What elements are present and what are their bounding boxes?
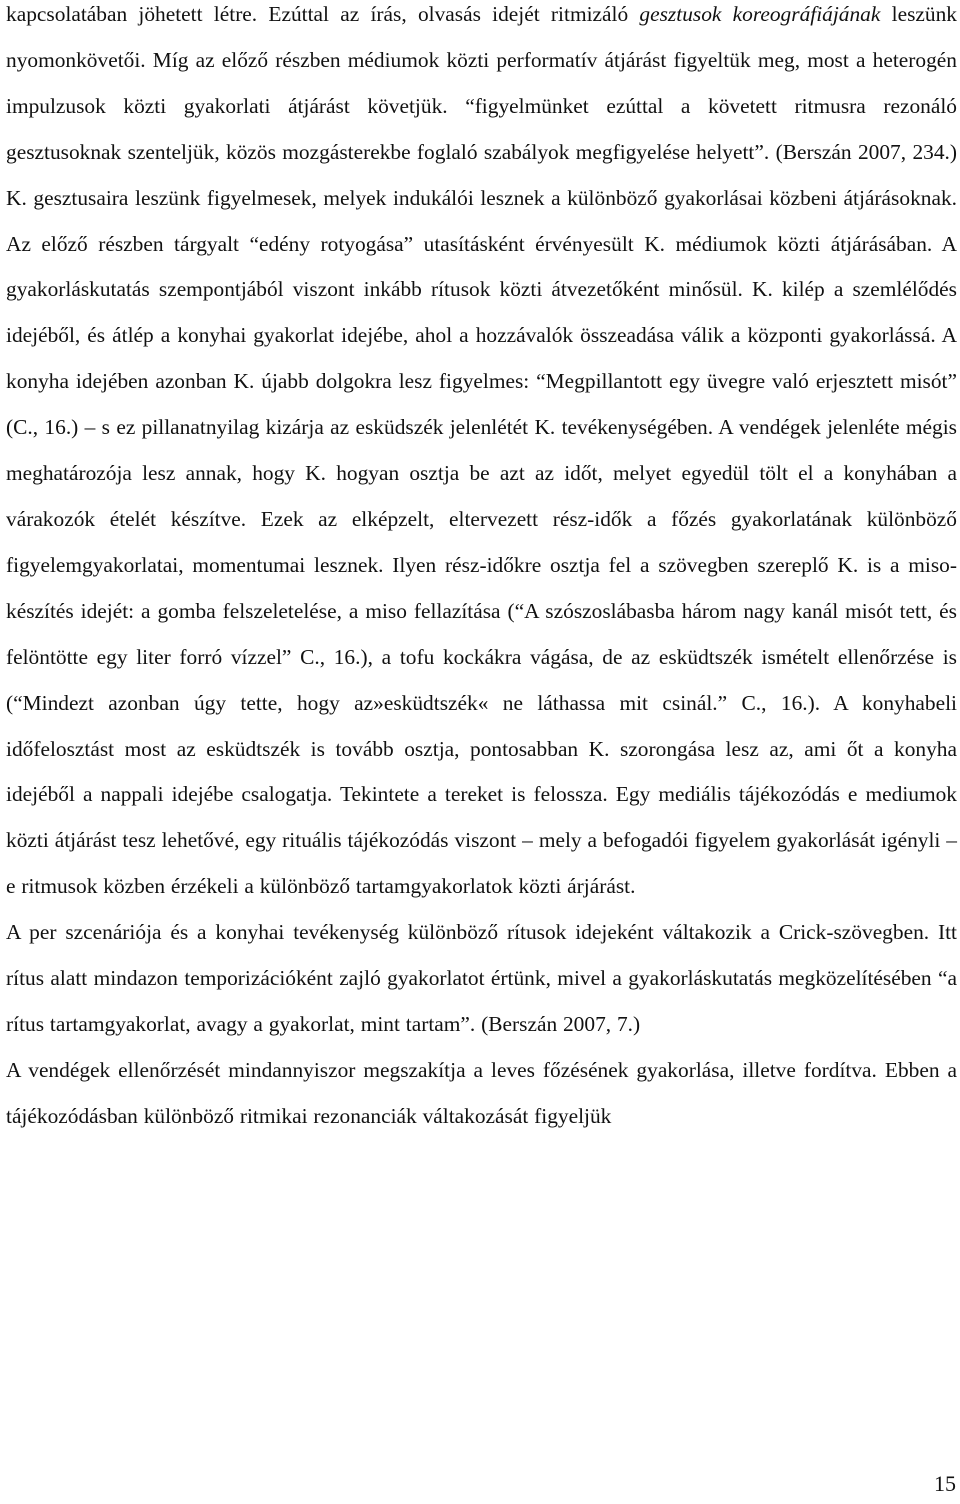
document-page: [6, 0, 957, 1140]
page-number: 15: [934, 1471, 956, 1496]
body-paragraph-1: [6, 0, 957, 910]
body-paragraph-3: A vendégek ellenőrzését mindannyiszor megszakítja a leves főzésének gyakorlása, illetve fordítva. Ebben a tájékozódásban különböző ritmikai rezonanciák váltakozását figyeljük: [6, 1057, 957, 1128]
paragraph-1-text-start: kapcsolatában jöhetett létre. Ezúttal az írás, olvasás idejét ritmizáló: [6, 2, 640, 26]
paragraph-1-italic-phrase: gesztusok koreográfiájának: [639, 2, 881, 26]
paragraph-1-text-rest: leszünk nyomonkövetői. Míg az előző részben médiumok közti performatív átjárást figyeltük meg, most a heterogén impulzusok közti gyakorlati átjárást követjük. “figyelmünket ezúttal a követett ritmusra rezonáló gesztusoknak szenteljük, közös mozgásterekbe foglaló szabályok megfigyelése helyett”. (Berszán 2007, 234.) K. gesztusaira leszünk figyelmesek, melyek indukálói lesznek a különböző gyakorlásai közbeni átjárásoknak. Az előző részben tárgyalt “edény rotyogása” utasításként érvényesült K. médiumok közti átjárásában. A gyakorláskutatás szempontjából viszont inkább rítusok közti átvezetőként minősül. K. kilép a szemlélődés idejéből, és átlép a konyhai gyakorlat idejébe, ahol a hozzávalók összeadása válik a központi gyakorlássá. A konyha idejében azonban K. újabb dolgokra lesz figyelmes: “Megpillantott egy üvegre való erjesztett misót” (C., 16.) – s ez pillanatnyilag kizárja az esküdszék jelenlétét K. tevékenységében. A vendégek jelenléte mégis meghatározója lesz annak, hogy K. hogyan osztja be azt az időt, melyet egyedül tölt el a konyhában a várakozók ételét készítve. Ezek az elképzelt, eltervezett rész-idők a főzés gyakorlatának különböző figyelemgyakorlatai, momentumai lesznek. Ilyen rész-időkre osztja fel a szövegben szereplő K. is a miso-készítés idejét: a gomba felszeletelése, a miso fellazítása (“A szószoslábasba három nagy kanál misót tett, és felöntötte egy liter forró vízzel” C., 16.), a tofu kockákra vágása, de az esküdtszék ismételt ellenőrzése is (“Mindezt azonban úgy tette, hogy az»esküdtszék« ne láthassa mit csinál.” C., 16.). A konyhabeli időfelosztást most az esküdtszék is tovább osztja, pontosabban K. szorongása lesz az, ami őt a konyha idejéből a nappali idejébe csalogatja. Tekintete a tereket is felossza. Egy mediális tájékozódás e mediumok közti átjárást tesz lehetővé, egy rituális tájékozódás viszont – mely a befogadói figyelem gyakorlását igényli – e ritmusok közben érzékeli a különböző tartamgyakorlatok közti árjárást.: [6, 2, 957, 899]
body-paragraph-2: A per szcenáriója és a konyhai tevékenység különböző rítusok idejeként váltakozik a Crick-szövegben. Itt rítus alatt mindazon temporizációként zajló gyakorlatot értünk, mivel a gyakorláskutatás megközelítésében “a rítus tartamgyakorlat, avagy a gyakorlat, mint tartam”. (Berszán 2007, 7.): [6, 920, 957, 1036]
